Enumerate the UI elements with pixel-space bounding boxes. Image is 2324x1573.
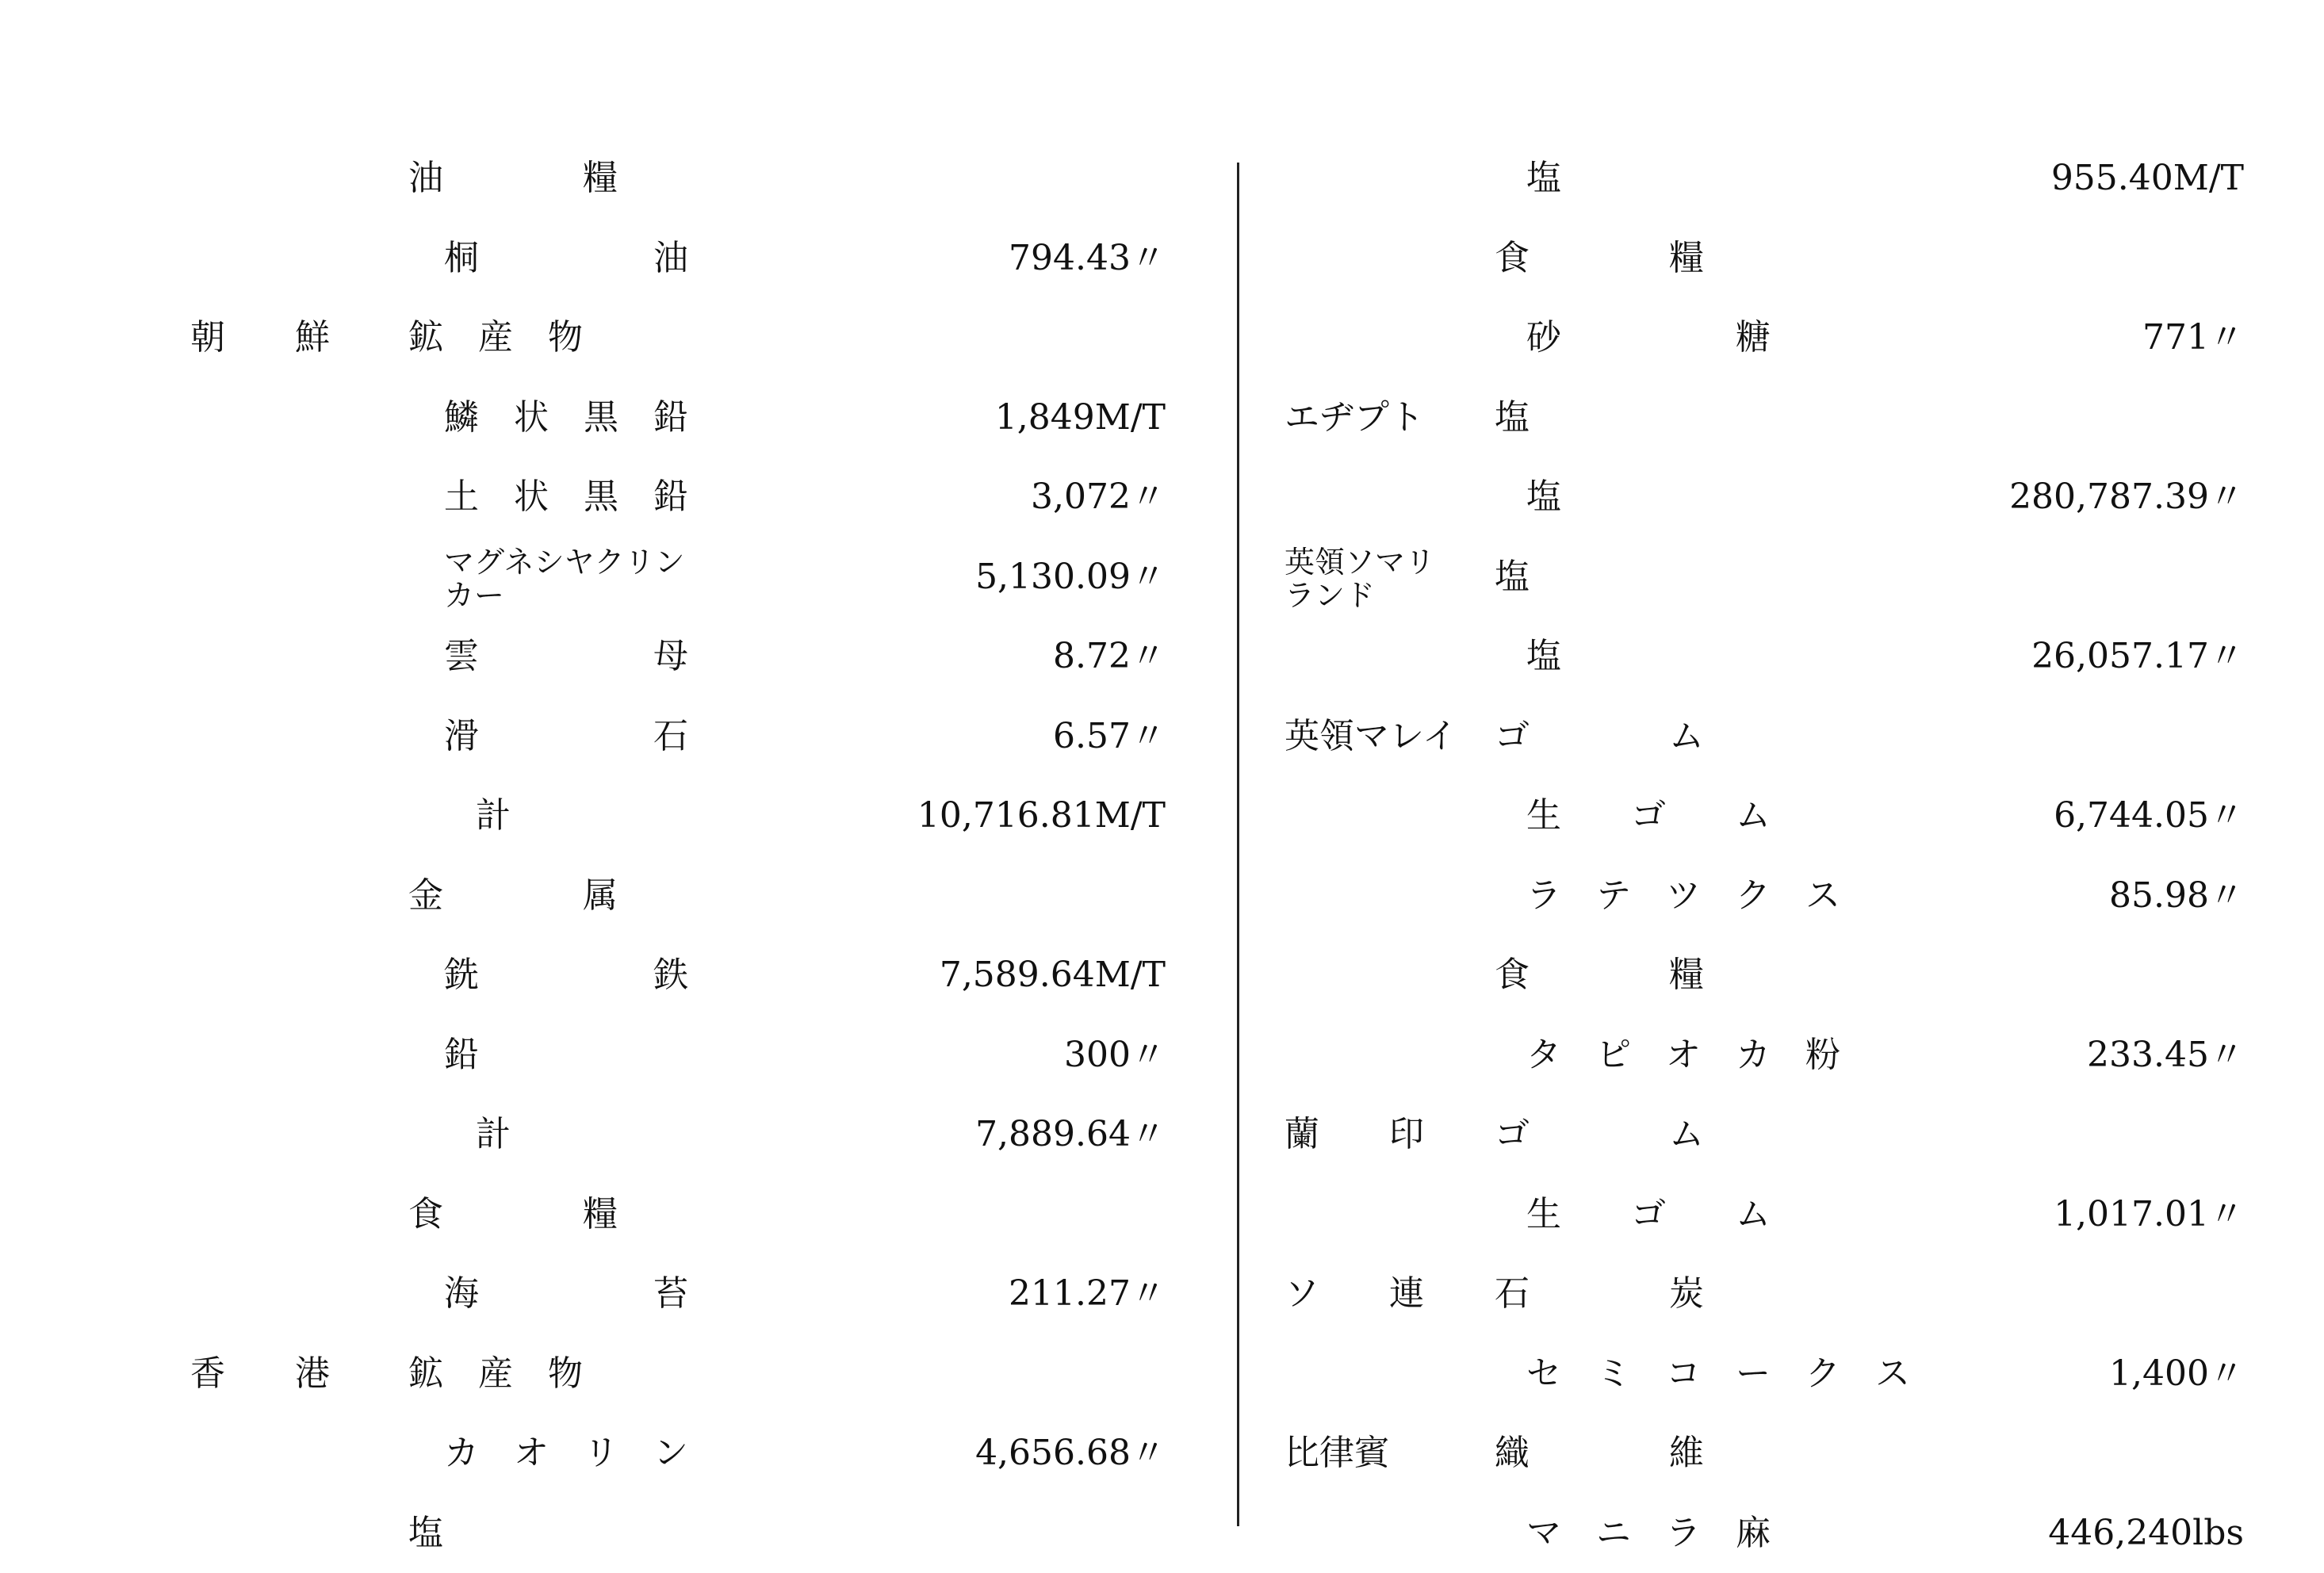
total-label: 計	[476, 1114, 511, 1154]
category-label: 塩	[1495, 396, 1530, 438]
quantity-value: 7,889.64〃	[975, 1114, 1166, 1154]
table-row	[0, 1016, 2324, 1095]
item-label: 生 ゴ ム	[1526, 795, 1771, 836]
item-label: 銑 鉄	[444, 955, 688, 995]
table-row	[0, 219, 2324, 298]
item-label: タ ピ オ カ 粉	[1526, 1034, 1840, 1075]
quantity-value: 1,849M/T	[994, 396, 1166, 438]
country-label: 比律賓	[1285, 1433, 1389, 1473]
quantity-value: 1,017.01〃	[2054, 1193, 2244, 1234]
table-row	[0, 697, 2324, 776]
category-label: 塩	[408, 1512, 443, 1553]
country-label: 蘭 印	[1285, 1114, 1424, 1154]
item-label: 塩	[1526, 636, 1561, 676]
item-label: 鉛	[444, 1034, 479, 1075]
category-label: 油 糧	[408, 158, 618, 198]
table-row	[0, 936, 2324, 1015]
quantity-value: 8.72〃	[1053, 636, 1166, 676]
country-label: 英領マレイ	[1285, 715, 1457, 756]
item-label: 土 状 黒 鉛	[444, 476, 688, 517]
item-label: 生 ゴ ム	[1526, 1193, 1771, 1234]
quantity-value: 280,787.39〃	[2009, 476, 2244, 517]
category-label: ゴ ム	[1495, 1114, 1704, 1154]
category-label: 食 糧	[408, 1193, 618, 1234]
table-row	[0, 617, 2324, 696]
country-label: 朝 鮮	[190, 317, 330, 358]
item-label: 砂 糖	[1526, 317, 1771, 358]
country-label: ソ 連	[1285, 1273, 1424, 1314]
category-label: 鉱 産 物	[408, 317, 583, 358]
table-row	[0, 1334, 2324, 1414]
category-label: ゴ ム	[1495, 715, 1704, 756]
table-row	[0, 538, 2324, 617]
quantity-value: 211.27〃	[1009, 1273, 1166, 1314]
category-label: 食 糧	[1495, 955, 1704, 995]
table-row	[0, 1254, 2324, 1334]
table-row	[0, 1414, 2324, 1493]
category-label: 石 炭	[1495, 1273, 1704, 1314]
table-row	[0, 378, 2324, 457]
table-row	[0, 776, 2324, 855]
item-label: 雲 母	[444, 636, 688, 676]
quantity-value: 26,057.17〃	[2031, 636, 2244, 676]
table-row	[0, 139, 2324, 218]
item-label: 海 苔	[444, 1273, 688, 1314]
item-label: マ ニ ラ 麻	[1526, 1512, 1771, 1553]
quantity-value: 300〃	[1064, 1034, 1166, 1075]
item-label: 塩	[1526, 158, 1561, 198]
item-label: 滑 石	[444, 715, 688, 756]
quantity-value: 4,656.68〃	[975, 1433, 1166, 1473]
table-row	[0, 1175, 2324, 1254]
item-label: マグネシヤクリン カー	[444, 544, 685, 613]
quantity-value: 955.40M/T	[2050, 158, 2244, 198]
category-label: 金 属	[408, 875, 618, 916]
quantity-value: 794.43〃	[1009, 237, 1166, 278]
item-label: カ オ リ ン	[444, 1433, 688, 1473]
table-row	[0, 457, 2324, 537]
category-label: 食 糧	[1495, 237, 1704, 278]
item-label: 桐 油	[444, 237, 688, 278]
category-label: 織 維	[1495, 1433, 1704, 1473]
quantity-value: 10,716.81M/T	[917, 795, 1166, 836]
category-label: 鉱 産 物	[408, 1353, 583, 1394]
quantity-value: 7,589.64M/T	[939, 955, 1166, 995]
table-row	[0, 856, 2324, 936]
quantity-value: 1,400〃	[2109, 1353, 2244, 1394]
country-label: 香 港	[190, 1353, 330, 1394]
category-label: 塩	[1495, 556, 1530, 597]
item-label: ラ テ ツ ク ス	[1526, 875, 1840, 916]
quantity-value: 3,072〃	[1031, 476, 1166, 517]
table-row	[0, 1095, 2324, 1174]
quantity-value: 6,744.05〃	[2054, 795, 2244, 836]
table-row	[0, 1494, 2324, 1573]
quantity-value: 85.98〃	[2109, 875, 2244, 916]
quantity-value: 446,240lbs	[2048, 1512, 2244, 1553]
item-label: 鱗 状 黒 鉛	[444, 396, 688, 438]
quantity-value: 233.45〃	[2087, 1034, 2244, 1075]
country-label: 英領ソマリ ランド	[1285, 544, 1436, 613]
quantity-value: 6.57〃	[1053, 715, 1166, 756]
item-label: セ ミ コ ー ク ス	[1526, 1353, 1910, 1394]
total-label: 計	[476, 795, 511, 836]
table-row	[0, 298, 2324, 377]
country-label: エヂプト	[1285, 396, 1424, 438]
item-label: 塩	[1526, 476, 1561, 517]
quantity-value: 5,130.09〃	[975, 556, 1166, 597]
quantity-value: 771〃	[2142, 317, 2244, 358]
